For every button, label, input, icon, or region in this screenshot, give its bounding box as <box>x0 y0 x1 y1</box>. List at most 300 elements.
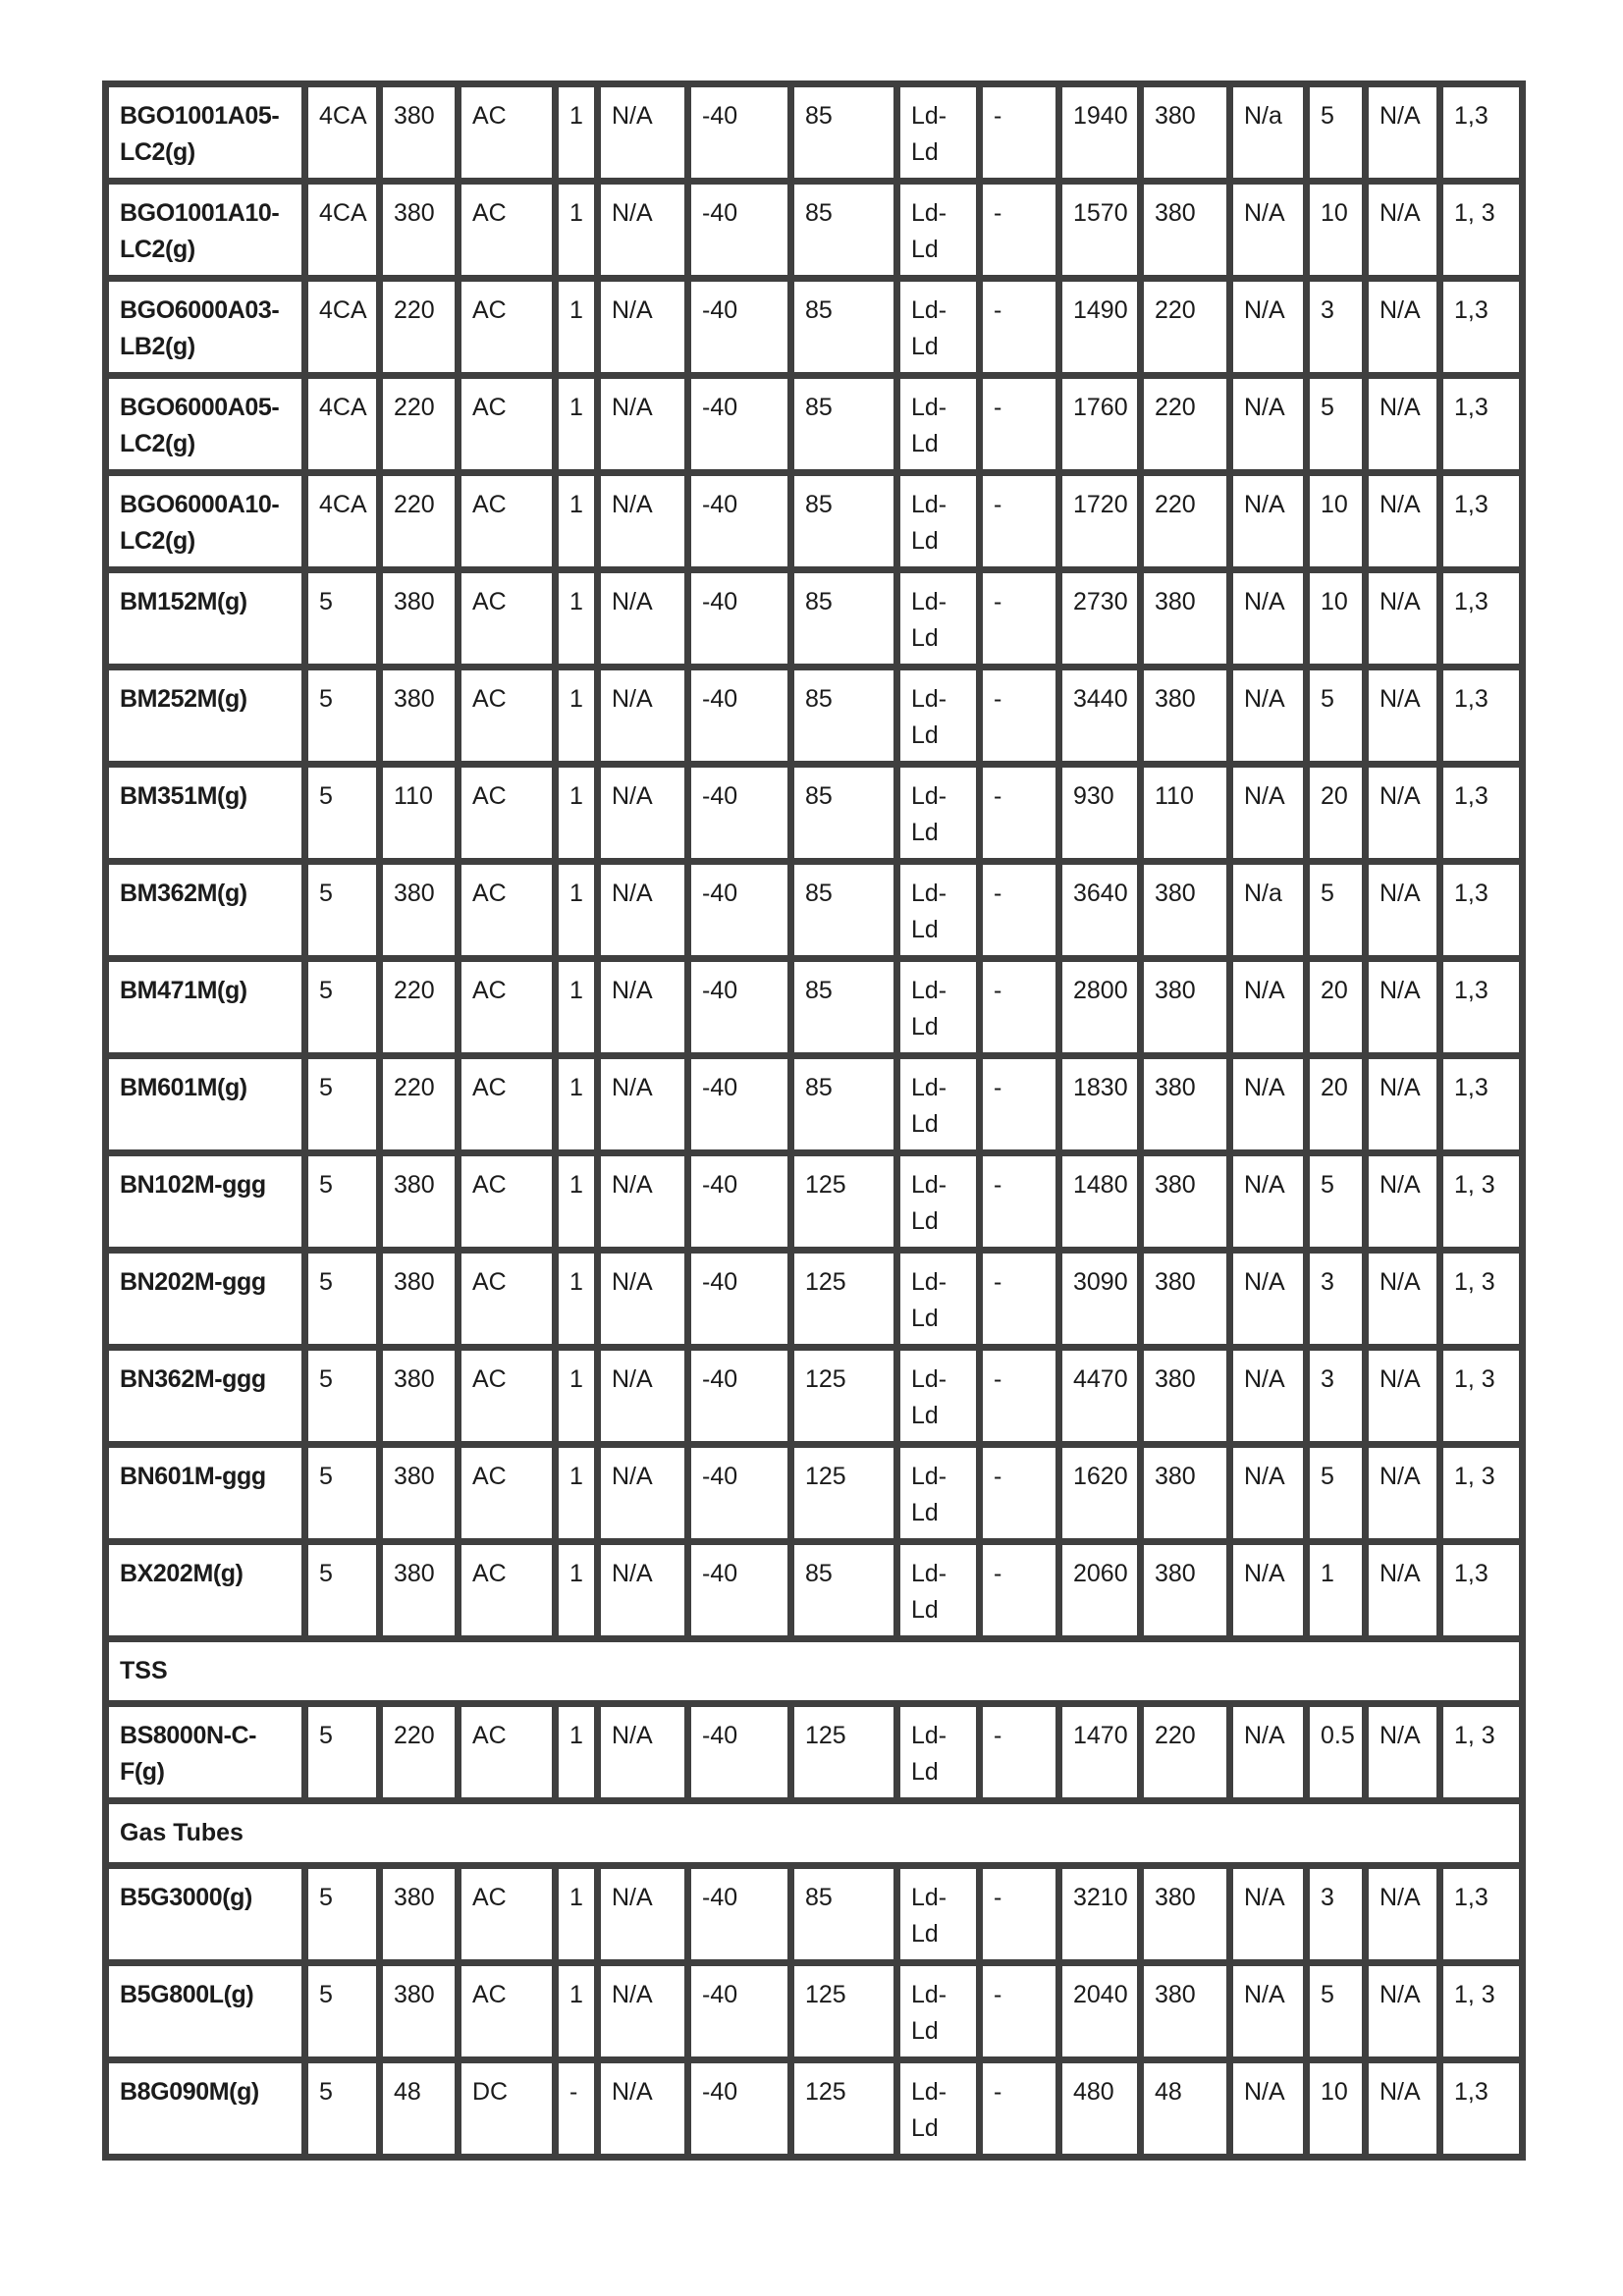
spec-value-cell: 20 <box>1307 959 1366 1056</box>
spec-value-cell: 3440 <box>1059 667 1141 765</box>
spec-value-cell: 1490 <box>1059 279 1141 376</box>
spec-value-cell: 85 <box>791 570 897 667</box>
spec-value-cell: N/A <box>1230 959 1307 1056</box>
spec-value-cell: -40 <box>688 862 791 959</box>
spec-value-cell: 1 <box>556 570 598 667</box>
section-header-cell: TSS <box>106 1639 1523 1704</box>
spec-value-cell: Ld-Ld <box>897 667 980 765</box>
spec-value-cell: Ld-Ld <box>897 1348 980 1445</box>
spec-value-cell: 380 <box>380 667 459 765</box>
spec-value-cell: 1 <box>556 376 598 473</box>
spec-value-cell: 380 <box>1141 570 1230 667</box>
spec-value-cell: 380 <box>380 1866 459 1963</box>
table-row <box>106 182 1523 279</box>
spec-value-cell: N/a <box>1230 84 1307 182</box>
spec-value-cell: 380 <box>1141 1542 1230 1639</box>
spec-value-cell: N/A <box>1366 1348 1440 1445</box>
spec-value-cell: 220 <box>380 1704 459 1801</box>
spec-value-cell: 380 <box>1141 1153 1230 1251</box>
spec-value-cell: 125 <box>791 1153 897 1251</box>
spec-value-cell: -40 <box>688 667 791 765</box>
table-row <box>106 570 1523 667</box>
spec-value-cell: Ld-Ld <box>897 862 980 959</box>
spec-value-cell: AC <box>459 1153 556 1251</box>
spec-value-cell: 220 <box>1141 1704 1230 1801</box>
part-name-cell: BGO6000A10-LC2(g) <box>106 473 305 570</box>
spec-value-cell: - <box>980 1348 1059 1445</box>
table-row <box>106 1153 1523 1251</box>
spec-value-cell: -40 <box>688 570 791 667</box>
spec-value-cell: 1 <box>556 1153 598 1251</box>
spec-value-cell: N/A <box>1366 2060 1440 2158</box>
part-name-cell: BM601M(g) <box>106 1056 305 1153</box>
spec-value-cell: 380 <box>1141 1348 1230 1445</box>
spec-value-cell: N/A <box>1230 765 1307 862</box>
spec-value-cell: 125 <box>791 1704 897 1801</box>
spec-value-cell: AC <box>459 376 556 473</box>
spec-value-cell: N/A <box>1366 1542 1440 1639</box>
part-name-cell: B5G800L(g) <box>106 1963 305 2060</box>
spec-value-cell: 5 <box>1307 1153 1366 1251</box>
spec-value-cell: 4CA <box>305 182 380 279</box>
spec-value-cell: AC <box>459 279 556 376</box>
spec-value-cell: 380 <box>1141 959 1230 1056</box>
spec-value-cell: 380 <box>380 84 459 182</box>
spec-value-cell: Ld-Ld <box>897 1963 980 2060</box>
table-row <box>106 1866 1523 1963</box>
spec-value-cell: N/A <box>598 2060 688 2158</box>
spec-value-cell: 1 <box>556 1251 598 1348</box>
spec-value-cell: 10 <box>1307 2060 1366 2158</box>
spec-value-cell: -40 <box>688 376 791 473</box>
spec-value-cell: 85 <box>791 182 897 279</box>
spec-value-cell: 1, 3 <box>1440 1445 1523 1542</box>
table-row <box>106 84 1523 182</box>
spec-value-cell: 0.5 <box>1307 1704 1366 1801</box>
part-name-cell: BM351M(g) <box>106 765 305 862</box>
spec-value-cell: - <box>980 1704 1059 1801</box>
spec-value-cell: 5 <box>305 570 380 667</box>
spec-value-cell: 85 <box>791 1056 897 1153</box>
spec-value-cell: 5 <box>305 2060 380 2158</box>
spec-value-cell: 1,3 <box>1440 1542 1523 1639</box>
spec-value-cell: Ld-Ld <box>897 1542 980 1639</box>
spec-value-cell: 380 <box>380 1542 459 1639</box>
spec-table <box>102 80 1526 2161</box>
part-name-cell: BGO1001A05-LC2(g) <box>106 84 305 182</box>
table-row <box>106 279 1523 376</box>
spec-value-cell: N/A <box>598 1704 688 1801</box>
spec-value-cell: N/A <box>598 570 688 667</box>
spec-value-cell: 380 <box>1141 182 1230 279</box>
spec-value-cell: - <box>980 1153 1059 1251</box>
table-row <box>106 959 1523 1056</box>
spec-value-cell: N/A <box>1230 667 1307 765</box>
spec-value-cell: N/A <box>1366 765 1440 862</box>
spec-value-cell: 85 <box>791 84 897 182</box>
spec-value-cell: N/A <box>1366 862 1440 959</box>
spec-value-cell: 4CA <box>305 473 380 570</box>
spec-value-cell: 85 <box>791 765 897 862</box>
spec-value-cell: 3090 <box>1059 1251 1141 1348</box>
spec-value-cell: 1 <box>556 279 598 376</box>
spec-value-cell: N/A <box>1230 376 1307 473</box>
spec-value-cell: AC <box>459 1056 556 1153</box>
spec-value-cell: 380 <box>380 1445 459 1542</box>
spec-value-cell: 1940 <box>1059 84 1141 182</box>
spec-value-cell: 1 <box>556 959 598 1056</box>
spec-value-cell: 1 <box>556 1704 598 1801</box>
spec-value-cell: 1, 3 <box>1440 1963 1523 2060</box>
table-row <box>106 1963 1523 2060</box>
table-row <box>106 1348 1523 1445</box>
spec-value-cell: N/A <box>1366 1866 1440 1963</box>
spec-value-cell: -40 <box>688 473 791 570</box>
spec-value-cell: -40 <box>688 1348 791 1445</box>
spec-value-cell: 380 <box>1141 862 1230 959</box>
spec-value-cell: N/A <box>598 376 688 473</box>
spec-value-cell: 380 <box>380 570 459 667</box>
spec-value-cell: Ld-Ld <box>897 1704 980 1801</box>
spec-value-cell: - <box>980 570 1059 667</box>
spec-value-cell: Ld-Ld <box>897 2060 980 2158</box>
spec-value-cell: 10 <box>1307 570 1366 667</box>
spec-value-cell: - <box>980 473 1059 570</box>
spec-value-cell: N/A <box>598 473 688 570</box>
spec-value-cell: 3 <box>1307 1866 1366 1963</box>
spec-value-cell: AC <box>459 473 556 570</box>
part-name-cell: BGO6000A05-LC2(g) <box>106 376 305 473</box>
spec-value-cell: 1, 3 <box>1440 1153 1523 1251</box>
table-row <box>106 376 1523 473</box>
spec-value-cell: 1 <box>556 1348 598 1445</box>
spec-value-cell: N/A <box>598 1056 688 1153</box>
table-row <box>106 1445 1523 1542</box>
spec-value-cell: N/A <box>598 959 688 1056</box>
spec-value-cell: 1 <box>556 667 598 765</box>
spec-value-cell: 220 <box>380 279 459 376</box>
spec-value-cell: 85 <box>791 1542 897 1639</box>
spec-value-cell: N/a <box>1230 862 1307 959</box>
part-name-cell: BM362M(g) <box>106 862 305 959</box>
spec-value-cell: N/A <box>598 1866 688 1963</box>
spec-value-cell: 85 <box>791 376 897 473</box>
spec-value-cell: 20 <box>1307 765 1366 862</box>
spec-value-cell: 1,3 <box>1440 376 1523 473</box>
spec-value-cell: 1, 3 <box>1440 1348 1523 1445</box>
spec-value-cell: N/A <box>1230 1348 1307 1445</box>
spec-value-cell: DC <box>459 2060 556 2158</box>
spec-value-cell: 380 <box>1141 1963 1230 2060</box>
spec-value-cell: 1 <box>556 84 598 182</box>
spec-value-cell: AC <box>459 1542 556 1639</box>
spec-value-cell: 1760 <box>1059 376 1141 473</box>
spec-value-cell: Ld-Ld <box>897 1153 980 1251</box>
spec-value-cell: - <box>980 1445 1059 1542</box>
spec-value-cell: N/A <box>598 84 688 182</box>
part-name-cell: BN102M-ggg <box>106 1153 305 1251</box>
spec-value-cell: N/A <box>1366 959 1440 1056</box>
spec-value-cell: 1, 3 <box>1440 1704 1523 1801</box>
table-row <box>106 473 1523 570</box>
spec-value-cell: N/A <box>1230 2060 1307 2158</box>
spec-value-cell: -40 <box>688 279 791 376</box>
spec-value-cell: 5 <box>305 1866 380 1963</box>
spec-value-cell: Ld-Ld <box>897 1251 980 1348</box>
spec-value-cell: 380 <box>1141 1251 1230 1348</box>
spec-value-cell: AC <box>459 1866 556 1963</box>
spec-value-cell: 1,3 <box>1440 473 1523 570</box>
spec-value-cell: 5 <box>305 1348 380 1445</box>
part-name-cell: BN202M-ggg <box>106 1251 305 1348</box>
spec-value-cell: - <box>980 1542 1059 1639</box>
spec-value-cell: AC <box>459 765 556 862</box>
spec-value-cell: -40 <box>688 182 791 279</box>
spec-value-cell: - <box>980 2060 1059 2158</box>
spec-value-cell: - <box>980 765 1059 862</box>
spec-value-cell: 220 <box>1141 473 1230 570</box>
spec-value-cell: 380 <box>1141 1056 1230 1153</box>
spec-value-cell: 5 <box>305 959 380 1056</box>
spec-value-cell: 5 <box>1307 84 1366 182</box>
spec-value-cell: 380 <box>1141 1866 1230 1963</box>
spec-value-cell: N/A <box>1230 473 1307 570</box>
spec-value-cell: AC <box>459 1251 556 1348</box>
spec-value-cell: 1620 <box>1059 1445 1141 1542</box>
part-name-cell: BM471M(g) <box>106 959 305 1056</box>
spec-value-cell: 85 <box>791 1866 897 1963</box>
spec-value-cell: 3 <box>1307 1251 1366 1348</box>
spec-value-cell: - <box>556 2060 598 2158</box>
table-row <box>106 862 1523 959</box>
spec-value-cell: 5 <box>1307 1963 1366 2060</box>
spec-value-cell: N/A <box>1230 1963 1307 2060</box>
spec-value-cell: -40 <box>688 765 791 862</box>
part-name-cell: B8G090M(g) <box>106 2060 305 2158</box>
spec-value-cell: AC <box>459 1348 556 1445</box>
spec-value-cell: 380 <box>380 1251 459 1348</box>
spec-value-cell: 2800 <box>1059 959 1141 1056</box>
spec-value-cell: N/A <box>1230 1251 1307 1348</box>
spec-value-cell: AC <box>459 862 556 959</box>
spec-value-cell: 5 <box>305 1251 380 1348</box>
spec-value-cell: 220 <box>1141 376 1230 473</box>
spec-value-cell: 20 <box>1307 1056 1366 1153</box>
spec-value-cell: AC <box>459 1704 556 1801</box>
table-row <box>106 1704 1523 1801</box>
spec-value-cell: N/A <box>1230 1704 1307 1801</box>
spec-value-cell: AC <box>459 182 556 279</box>
spec-value-cell: N/A <box>1366 1251 1440 1348</box>
spec-value-cell: Ld-Ld <box>897 279 980 376</box>
spec-value-cell: N/A <box>1366 182 1440 279</box>
spec-value-cell: N/A <box>1230 1445 1307 1542</box>
spec-value-cell: N/A <box>1366 570 1440 667</box>
spec-value-cell: 1 <box>556 182 598 279</box>
spec-value-cell: 5 <box>1307 376 1366 473</box>
part-name-cell: BN362M-ggg <box>106 1348 305 1445</box>
spec-value-cell: 1,3 <box>1440 765 1523 862</box>
spec-value-cell: 1,3 <box>1440 570 1523 667</box>
spec-value-cell: 380 <box>1141 84 1230 182</box>
spec-value-cell: Ld-Ld <box>897 959 980 1056</box>
spec-value-cell: -40 <box>688 1153 791 1251</box>
spec-value-cell: 5 <box>305 1542 380 1639</box>
spec-value-cell: 125 <box>791 2060 897 2158</box>
spec-value-cell: 10 <box>1307 473 1366 570</box>
spec-value-cell: 48 <box>1141 2060 1230 2158</box>
spec-value-cell: 380 <box>1141 1445 1230 1542</box>
spec-value-cell: 5 <box>305 1153 380 1251</box>
table-row <box>106 765 1523 862</box>
spec-value-cell: 380 <box>380 1963 459 2060</box>
spec-value-cell: 380 <box>380 1153 459 1251</box>
spec-value-cell: N/A <box>598 182 688 279</box>
spec-value-cell: -40 <box>688 1542 791 1639</box>
section-row <box>106 1639 1523 1704</box>
spec-value-cell: N/A <box>598 1542 688 1639</box>
spec-value-cell: AC <box>459 959 556 1056</box>
spec-value-cell: 1 <box>556 1866 598 1963</box>
spec-value-cell: 380 <box>380 182 459 279</box>
spec-value-cell: Ld-Ld <box>897 570 980 667</box>
spec-value-cell: 5 <box>305 1963 380 2060</box>
spec-value-cell: 1,3 <box>1440 862 1523 959</box>
spec-value-cell: N/A <box>598 1348 688 1445</box>
spec-value-cell: -40 <box>688 2060 791 2158</box>
table-row <box>106 667 1523 765</box>
part-name-cell: BS8000N-C-F(g) <box>106 1704 305 1801</box>
spec-value-cell: -40 <box>688 1056 791 1153</box>
spec-value-cell: N/A <box>1366 667 1440 765</box>
table-row <box>106 2060 1523 2158</box>
part-name-cell: B5G3000(g) <box>106 1866 305 1963</box>
spec-value-cell: - <box>980 1251 1059 1348</box>
spec-value-cell: N/A <box>598 279 688 376</box>
spec-value-cell: 1, 3 <box>1440 182 1523 279</box>
section-row <box>106 1801 1523 1866</box>
spec-value-cell: N/A <box>1366 473 1440 570</box>
spec-value-cell: Ld-Ld <box>897 1866 980 1963</box>
spec-value-cell: 1720 <box>1059 473 1141 570</box>
spec-value-cell: 3210 <box>1059 1866 1141 1963</box>
spec-value-cell: 5 <box>305 862 380 959</box>
spec-value-cell: 1 <box>556 765 598 862</box>
spec-value-cell: N/A <box>598 1445 688 1542</box>
spec-value-cell: 1 <box>556 862 598 959</box>
spec-value-cell: N/A <box>598 1153 688 1251</box>
spec-value-cell: AC <box>459 1445 556 1542</box>
spec-value-cell: 110 <box>380 765 459 862</box>
spec-value-cell: N/A <box>1230 1056 1307 1153</box>
part-name-cell: BN601M-ggg <box>106 1445 305 1542</box>
spec-value-cell: N/A <box>598 862 688 959</box>
spec-value-cell: 380 <box>380 1348 459 1445</box>
spec-value-cell: 1 <box>556 1445 598 1542</box>
spec-value-cell: N/A <box>1230 1153 1307 1251</box>
spec-value-cell: 1480 <box>1059 1153 1141 1251</box>
spec-value-cell: - <box>980 182 1059 279</box>
spec-value-cell: 220 <box>380 473 459 570</box>
spec-value-cell: 3 <box>1307 1348 1366 1445</box>
spec-value-cell: 1 <box>556 1542 598 1639</box>
spec-value-cell: 1,3 <box>1440 1866 1523 1963</box>
spec-value-cell: 1830 <box>1059 1056 1141 1153</box>
spec-value-cell: 125 <box>791 1251 897 1348</box>
spec-value-cell: N/A <box>1366 1153 1440 1251</box>
spec-value-cell: 1470 <box>1059 1704 1141 1801</box>
spec-value-cell: N/A <box>598 1963 688 2060</box>
spec-value-cell: 930 <box>1059 765 1141 862</box>
table-row <box>106 1056 1523 1153</box>
spec-value-cell: 85 <box>791 473 897 570</box>
spec-value-cell: 10 <box>1307 182 1366 279</box>
spec-value-cell: N/A <box>1366 1056 1440 1153</box>
spec-value-cell: AC <box>459 1963 556 2060</box>
spec-value-cell: N/A <box>1366 84 1440 182</box>
spec-value-cell: 2730 <box>1059 570 1141 667</box>
spec-value-cell: Ld-Ld <box>897 1445 980 1542</box>
spec-value-cell: N/A <box>1230 570 1307 667</box>
spec-value-cell: 1 <box>556 473 598 570</box>
spec-value-cell: Ld-Ld <box>897 473 980 570</box>
spec-value-cell: AC <box>459 570 556 667</box>
part-name-cell: BM152M(g) <box>106 570 305 667</box>
spec-value-cell: Ld-Ld <box>897 1056 980 1153</box>
spec-value-cell: -40 <box>688 1251 791 1348</box>
spec-value-cell: - <box>980 959 1059 1056</box>
spec-value-cell: -40 <box>688 1445 791 1542</box>
spec-value-cell: AC <box>459 84 556 182</box>
spec-value-cell: 1 <box>1307 1542 1366 1639</box>
spec-value-cell: 1,3 <box>1440 279 1523 376</box>
spec-value-cell: 3640 <box>1059 862 1141 959</box>
table-row <box>106 1251 1523 1348</box>
spec-value-cell: 85 <box>791 279 897 376</box>
spec-value-cell: 380 <box>380 862 459 959</box>
spec-value-cell: N/A <box>1366 279 1440 376</box>
spec-value-cell: 5 <box>1307 1445 1366 1542</box>
spec-value-cell: 5 <box>1307 667 1366 765</box>
spec-value-cell: 1 <box>556 1056 598 1153</box>
spec-value-cell: - <box>980 1056 1059 1153</box>
spec-value-cell: N/A <box>598 667 688 765</box>
spec-value-cell: - <box>980 1963 1059 2060</box>
spec-value-cell: 4CA <box>305 84 380 182</box>
spec-value-cell: N/A <box>1230 1542 1307 1639</box>
spec-value-cell: -40 <box>688 84 791 182</box>
spec-value-cell: 1,3 <box>1440 1056 1523 1153</box>
part-name-cell: BM252M(g) <box>106 667 305 765</box>
spec-table-body <box>106 84 1523 2158</box>
spec-value-cell: 85 <box>791 667 897 765</box>
spec-value-cell: 5 <box>305 1445 380 1542</box>
spec-value-cell: 4CA <box>305 279 380 376</box>
spec-value-cell: 1,3 <box>1440 2060 1523 2158</box>
spec-value-cell: Ld-Ld <box>897 84 980 182</box>
spec-value-cell: 220 <box>380 1056 459 1153</box>
spec-value-cell: Ld-Ld <box>897 376 980 473</box>
spec-value-cell: 4470 <box>1059 1348 1141 1445</box>
spec-value-cell: 220 <box>380 376 459 473</box>
spec-value-cell: N/A <box>1366 1445 1440 1542</box>
spec-value-cell: 125 <box>791 1963 897 2060</box>
spec-value-cell: N/A <box>1230 1866 1307 1963</box>
spec-value-cell: -40 <box>688 959 791 1056</box>
spec-value-cell: N/A <box>1366 1704 1440 1801</box>
spec-value-cell: -40 <box>688 1704 791 1801</box>
spec-value-cell: - <box>980 862 1059 959</box>
